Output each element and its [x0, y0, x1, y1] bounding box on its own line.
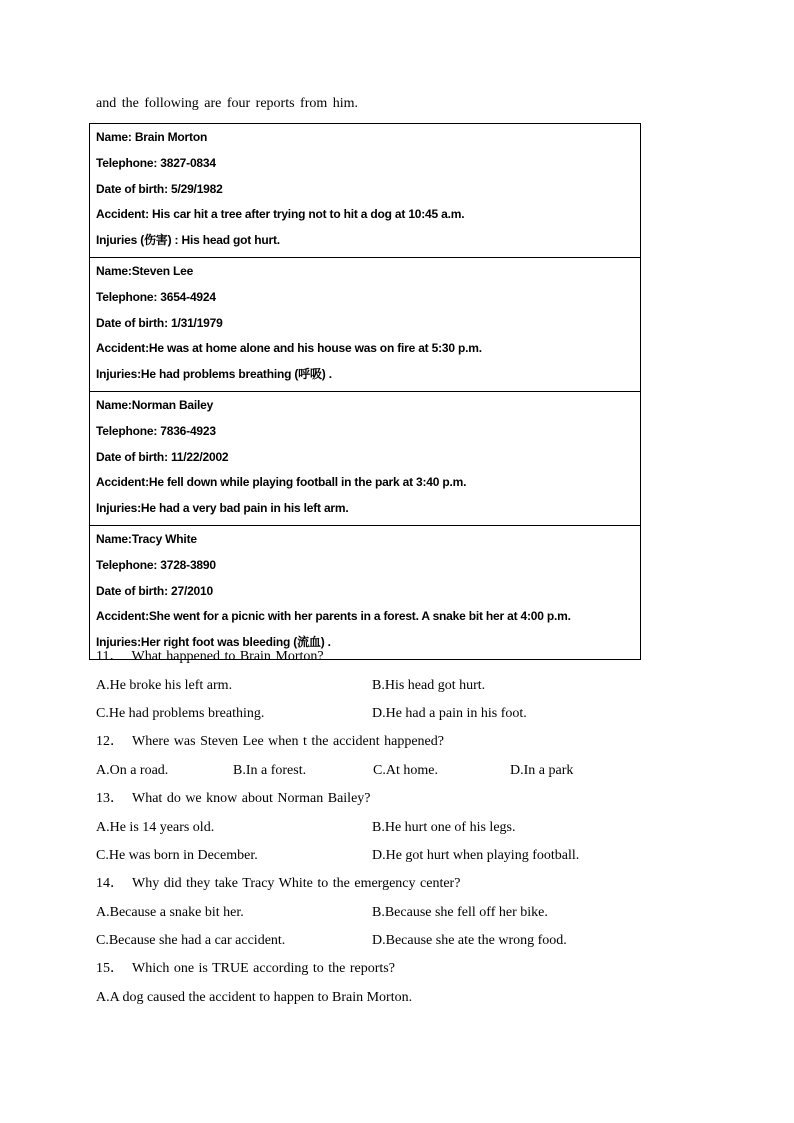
option-d: D.In a park: [510, 763, 574, 778]
report-accident: Accident:She went for a picnic with her parents in a forest. A snake bit her at 4:00 p.m.: [96, 609, 571, 624]
intro-text: and the following are four reports from him.: [96, 96, 359, 111]
option-row: [96, 675, 716, 703]
question-number: 15．: [96, 961, 124, 976]
question-number: 14．: [96, 876, 124, 891]
report-name: Name:Steven Lee: [96, 263, 194, 278]
report-norman-bailey: [90, 391, 640, 525]
report-name: Name:Tracy White: [96, 531, 197, 546]
question-11: [96, 646, 716, 675]
question-13: [96, 788, 716, 817]
question-14: [96, 873, 716, 902]
report-telephone: Telephone: 3728-3890: [96, 557, 216, 572]
report-telephone: Telephone: 3654-4924: [96, 289, 216, 304]
option-c: C.He was born in December.: [96, 848, 258, 863]
option-row: [96, 760, 716, 788]
report-date-of-birth: Date of birth: 11/22/2002: [96, 449, 229, 464]
option-a: A.On a road.: [96, 763, 169, 778]
report-name: Name:Norman Bailey: [96, 397, 214, 412]
report-injuries: Injuries (伤害) : His head got hurt.: [96, 233, 280, 248]
report-tracy-white: [90, 525, 640, 659]
option-b: B.Because she fell off her bike.: [372, 905, 548, 920]
question-number: 13．: [96, 791, 124, 806]
report-name: Name: Brain Morton: [96, 130, 208, 144]
option-a: A.He is 14 years old.: [96, 820, 215, 835]
option-c: C.He had problems breathing.: [96, 706, 265, 721]
report-injuries: Injuries:He had problems breathing (呼吸) .: [96, 367, 332, 382]
report-telephone: Telephone: 3827-0834: [96, 155, 216, 170]
option-d: D.He got hurt when playing football.: [372, 848, 580, 863]
option-row: [96, 987, 716, 1015]
question-text: Which one is TRUE according to the reports?: [132, 961, 395, 976]
option-a: A.A dog caused the accident to happen to Brain Morton.: [96, 990, 413, 1005]
reports-table: [89, 123, 641, 660]
report-accident: Accident:He fell down while playing football in the park at 3:40 p.m.: [96, 475, 467, 490]
report-accident: Accident: His car hit a tree after trying not to hit a dog at 10:45 a.m.: [96, 207, 465, 222]
report-brain-morton: [90, 124, 640, 257]
report-steven-lee: [90, 257, 640, 391]
option-row: [96, 930, 716, 958]
report-telephone: Telephone: 7836-4923: [96, 423, 216, 438]
option-d: D.He had a pain in his foot.: [372, 706, 527, 721]
option-row: [96, 902, 716, 930]
report-accident: Accident:He was at home alone and his house was on fire at 5:30 p.m.: [96, 341, 482, 356]
question-12: [96, 731, 716, 760]
report-injuries: Injuries:He had a very bad pain in his left arm.: [96, 501, 349, 516]
option-c: C.Because she had a car accident.: [96, 933, 286, 948]
questions-section: [96, 646, 716, 1015]
question-number: 12．: [96, 734, 124, 749]
option-row: [96, 703, 716, 731]
report-date-of-birth: Date of birth: 27/2010: [96, 583, 213, 598]
question-number: 11．: [96, 649, 124, 664]
option-b: B.In a forest.: [233, 763, 307, 778]
option-b: B.His head got hurt.: [372, 678, 486, 693]
question-15: [96, 958, 716, 987]
option-row: [96, 845, 716, 873]
question-text: Why did they take Tracy White to the emergency center?: [132, 876, 461, 891]
question-text: What do we know about Norman Bailey?: [132, 791, 371, 806]
option-d: D.Because she ate the wrong food.: [372, 933, 567, 948]
report-injuries: Injuries:Her right foot was bleeding (流血) .: [96, 635, 331, 650]
option-row: [96, 817, 716, 845]
question-text: Where was Steven Lee when t the accident happened?: [132, 734, 444, 749]
report-date-of-birth: Date of birth: 5/29/1982: [96, 181, 223, 196]
option-a: A.He broke his left arm.: [96, 678, 233, 693]
option-c: C.At home.: [373, 763, 438, 778]
report-date-of-birth: Date of birth: 1/31/1979: [96, 315, 223, 330]
option-b: B.He hurt one of his legs.: [372, 820, 516, 835]
option-a: A.Because a snake bit her.: [96, 905, 244, 920]
question-text: What happened to Brain Morton?: [131, 649, 324, 664]
